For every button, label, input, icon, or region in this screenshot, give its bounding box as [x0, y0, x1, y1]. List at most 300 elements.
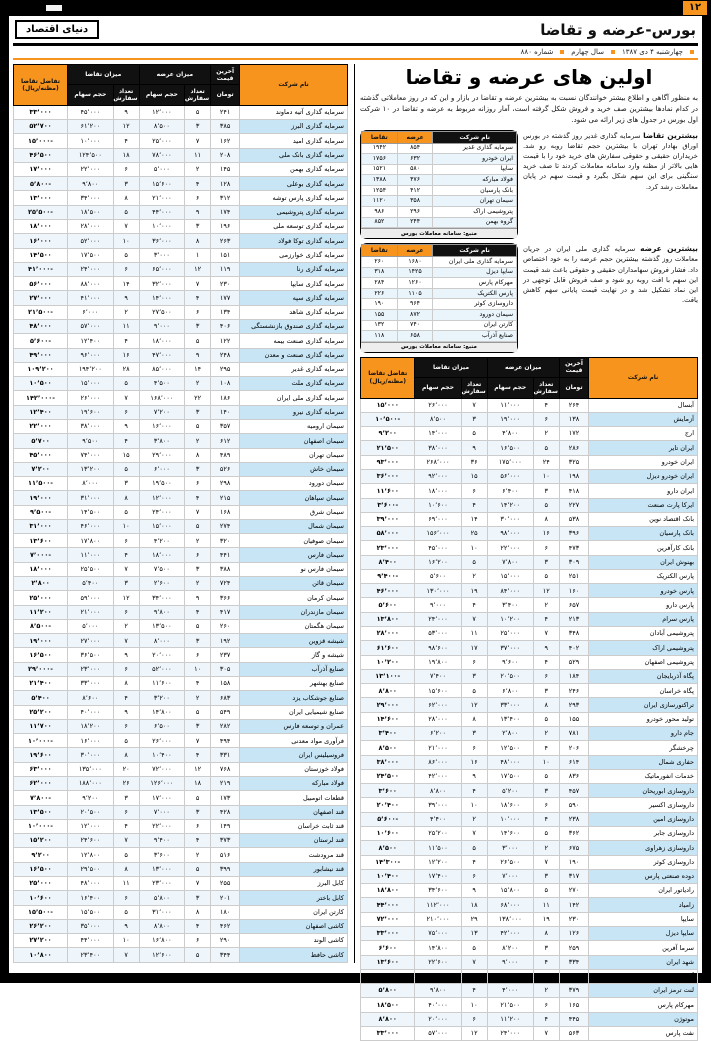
value-cell: ۷٬۰۰۰	[487, 869, 533, 883]
value-cell: ۴	[533, 1012, 559, 1026]
value-cell: ۱۵۵	[362, 310, 398, 321]
value-cell: ۱۰	[533, 755, 559, 769]
value-cell: ۶	[113, 162, 139, 176]
value-cell: ۱۸۰	[211, 905, 240, 919]
value-cell: ۱۸	[461, 898, 487, 912]
value-cell: ۱۳٬۰۰۰	[14, 191, 68, 205]
table-row	[14, 548, 348, 562]
top-demand-block	[360, 130, 698, 240]
value-cell: ۱۱	[185, 148, 211, 162]
value-cell: ۳۱۷	[559, 869, 588, 883]
value-cell: ۲۲	[185, 391, 211, 405]
value-cell: ۱۶٬۰۰۰	[14, 234, 68, 248]
value-cell: ۸۷۲	[397, 310, 433, 321]
value-cell: ۱۳۴	[211, 305, 240, 319]
value-cell: ۳۸۵	[211, 120, 240, 134]
value-cell: ۴۲٬۰۰۰	[487, 926, 533, 940]
company-name-cell: سرمایه گذاری صنعت بیمه	[240, 334, 348, 348]
company-name-cell: کابل البرز	[240, 876, 348, 890]
table-row	[361, 841, 698, 855]
value-cell: ۴۷۶	[397, 175, 433, 186]
value-cell: ۱۰۸	[211, 377, 240, 391]
value-cell: ۱۶٬۰۰۰	[68, 734, 114, 748]
value-cell: ۱۸٬۰۰۰	[14, 562, 68, 576]
value-cell: -۷٬۸۰۰	[14, 791, 68, 805]
value-cell: ۱۳٬۴۰۰	[487, 712, 533, 726]
value-cell: ۱۰	[113, 934, 139, 948]
value-cell: ۱۹٬۰۰۰	[487, 412, 533, 426]
value-cell: ۱۰٬۶۰۰	[415, 498, 461, 512]
value-cell: ۸	[533, 512, 559, 526]
value-cell: ۸٬۵۰۰	[361, 741, 415, 755]
value-cell: -۴۱٬۰۰۰	[14, 262, 68, 276]
table-row	[361, 884, 698, 898]
value-cell: ۲۱۰٬۰۰۰	[415, 912, 461, 926]
value-cell: ۷	[113, 634, 139, 648]
company-name-cell: سیمان ارومیه	[240, 419, 348, 433]
company-name-cell: جام دارو	[589, 727, 698, 741]
value-cell: ۹۸٬۶۰۰	[415, 641, 461, 655]
value-cell: ۶٬۸۰۰	[487, 684, 533, 698]
value-cell: ۹	[113, 291, 139, 305]
value-cell: ۶	[185, 548, 211, 562]
value-cell: ۲۸٬۰۰۰	[415, 712, 461, 726]
value-cell: ۲۳۸	[559, 812, 588, 826]
table-row	[361, 912, 698, 926]
table-row	[362, 267, 517, 278]
table-row	[361, 812, 698, 826]
company-name-cell: سرمایه گذاری خوارزمی	[240, 248, 348, 262]
value-cell: ۹	[461, 441, 487, 455]
value-cell: ۱۹۲	[211, 634, 240, 648]
value-cell: ۳۶٬۰۰۰	[139, 234, 185, 248]
value-cell: ۲	[185, 434, 211, 448]
newspaper-page	[9, 16, 702, 1038]
table-row	[14, 134, 348, 148]
supply-heading: بیشترین عرضه	[640, 244, 698, 254]
value-cell: ۲	[113, 619, 139, 633]
value-cell: ۵٬۶۰۰	[361, 598, 415, 612]
table-row	[14, 776, 348, 790]
value-cell: ۱۷٬۵۰۰	[487, 769, 533, 783]
value-cell: ۱۵٬۰۰۰	[487, 569, 533, 583]
value-cell: ۱۸۶	[211, 391, 240, 405]
value-cell: ۱۴۴٬۰۰۰	[415, 969, 461, 983]
company-name-cell: سرمایه گذاری نیرو	[240, 405, 348, 419]
table-row	[14, 434, 348, 448]
value-cell: ۱۲	[185, 762, 211, 776]
value-cell: ۱۰٬۴۰۰	[361, 869, 415, 883]
value-cell: ۵	[113, 734, 139, 748]
header-toman: تومان	[559, 378, 588, 398]
value-cell: ۱۱۲٬۰۰۰	[415, 898, 461, 912]
table-row	[361, 669, 698, 683]
value-cell: ۴۷۳	[559, 541, 588, 555]
value-cell: ۷	[533, 855, 559, 869]
company-name-cell: ایران دارو	[589, 484, 698, 498]
company-name-cell: شیشه و گاز	[240, 648, 348, 662]
value-cell: ۴۴۱	[211, 548, 240, 562]
value-cell: ۳۱٬۰۰۰	[68, 491, 114, 505]
value-cell: ۱۸٬۵۰۰	[68, 205, 114, 219]
value-cell: ۸	[113, 191, 139, 205]
header-company: نام شرکت	[240, 65, 348, 106]
value-cell: ۸	[185, 234, 211, 248]
table-row	[14, 505, 348, 519]
table-row	[361, 498, 698, 512]
value-cell: ۵	[185, 519, 211, 533]
value-cell: ۵	[185, 334, 211, 348]
value-cell: ۳	[113, 577, 139, 591]
value-cell: ۵٬۰۰۰	[139, 162, 185, 176]
value-cell: ۳۲۵	[559, 455, 588, 469]
value-cell: ۷	[461, 826, 487, 840]
value-cell: ۱۴۲۵	[397, 267, 433, 278]
value-cell: ۷	[113, 220, 139, 234]
table-row	[14, 762, 348, 776]
value-cell: ۲	[185, 377, 211, 391]
value-cell: ۲۴٬۰۰۰	[139, 505, 185, 519]
value-cell: ۶	[185, 477, 211, 491]
value-cell: ۵۲۶	[211, 462, 240, 476]
value-cell: ۱۹۰	[559, 855, 588, 869]
value-cell: ۵	[113, 848, 139, 862]
value-cell: ۲	[461, 569, 487, 583]
table-row	[362, 257, 517, 268]
value-cell: ۱۲۸	[211, 177, 240, 191]
value-cell: ۱۰	[113, 234, 139, 248]
value-cell: ۲۲٬۰۰۰	[487, 541, 533, 555]
value-cell: ۲۲٬۰۰۰	[139, 819, 185, 833]
value-cell: ۱۷	[461, 641, 487, 655]
value-cell: ۱۹٬۶۰۰	[68, 405, 114, 419]
value-cell: ۴۲٬۰۰۰	[415, 769, 461, 783]
value-cell: ۸۰٬۰۰۰	[487, 969, 533, 983]
value-cell: ۱۱٬۰۰۰	[68, 548, 114, 562]
table-row	[14, 334, 348, 348]
header-demand-group: میزان تقاضا	[68, 65, 140, 85]
company-name-cell: سرمایه گذاری ملی ایران	[433, 257, 517, 268]
value-cell: ۶	[461, 741, 487, 755]
company-name-cell: سیمان کرمان	[240, 591, 348, 605]
value-cell: ۶۷۵	[559, 841, 588, 855]
value-cell: ۲	[533, 727, 559, 741]
value-cell: -۷٬۰۰۰	[14, 548, 68, 562]
value-cell: ۱۳۲	[362, 320, 398, 331]
value-cell: ۲۹۶	[397, 207, 433, 218]
value-cell: ۱۵٬۶۰۰	[139, 177, 185, 191]
value-cell: ۱۴٬۰۰۰	[415, 427, 461, 441]
value-cell: ۴۹٬۰۰۰	[14, 348, 68, 362]
value-cell: ۵	[185, 105, 211, 119]
value-cell: ۲۵٬۵۰۰	[68, 562, 114, 576]
value-cell: ۱۶۰	[559, 584, 588, 598]
value-cell: ۵٬۸۰۰	[361, 984, 415, 998]
mini-header-company: نام شرکت	[433, 245, 517, 257]
table-row	[361, 869, 698, 883]
table-row	[14, 691, 348, 705]
value-cell: ۴۶٬۵۰۰	[14, 148, 68, 162]
value-cell: ۶۲٬۰۰۰	[14, 776, 68, 790]
table-row	[14, 705, 348, 719]
table-row	[14, 534, 348, 548]
table-row	[14, 391, 348, 405]
value-cell: ۳۹۶	[559, 527, 588, 541]
value-cell: ۷٬۲۰۰	[139, 405, 185, 419]
company-name-cell: قند نیشابور	[240, 862, 348, 876]
value-cell: ۱۰۹٬۲۰۰	[14, 362, 68, 376]
value-cell: ۱۳٬۵۰۰	[139, 619, 185, 633]
value-cell: ۷۶۸	[211, 762, 240, 776]
value-cell: ۴۶٬۰۰۰	[68, 519, 114, 533]
company-name-cell: سرمایه گذاری توکا فولاد	[240, 234, 348, 248]
value-cell: ۷	[461, 612, 487, 626]
table-row	[361, 769, 698, 783]
table-row	[14, 819, 348, 833]
company-name-cell: سیمان قائن	[240, 577, 348, 591]
value-cell: ۱۲٬۴۰۰	[14, 405, 68, 419]
table-row	[361, 955, 698, 969]
value-cell: ۱۱	[113, 876, 139, 890]
value-cell: ۴۰٬۰۰۰	[415, 998, 461, 1012]
header-last-price: آخرین قیمت	[559, 357, 588, 377]
value-cell: ۲۳٬۰۰۰	[361, 541, 415, 555]
value-cell: ۶	[113, 805, 139, 819]
value-cell: ۳	[185, 220, 211, 234]
value-cell: ۱۰	[461, 998, 487, 1012]
value-cell: ۹٬۲۰۰	[68, 791, 114, 805]
value-cell: ۲۰٬۵۰۰	[487, 669, 533, 683]
company-name-cell: زامیاد	[589, 898, 698, 912]
company-name-cell: قند ثابت خراسان	[240, 819, 348, 833]
value-cell: ۴۵٬۰۰۰	[68, 105, 114, 119]
value-cell: ۶	[533, 412, 559, 426]
value-cell: ۸	[113, 748, 139, 762]
value-cell: ۳۱٬۰۰۰	[14, 519, 68, 533]
value-cell: ۹	[185, 348, 211, 362]
value-cell: ۲۴٬۰۰۰	[487, 1026, 533, 1040]
value-cell: ۳	[185, 462, 211, 476]
table-row	[361, 569, 698, 583]
value-cell: ۶۱۲	[211, 434, 240, 448]
company-name-cell: ایران تایر	[589, 441, 698, 455]
table-row	[14, 477, 348, 491]
company-name-cell: پارس سرام	[589, 612, 698, 626]
table-row	[14, 120, 348, 134]
value-cell: ۱۵۸	[211, 677, 240, 691]
value-cell: ۳	[461, 412, 487, 426]
company-name-cell: سایپا دیزل	[589, 926, 698, 940]
value-cell: ۴	[185, 491, 211, 505]
value-cell: ۹۶۴	[397, 299, 433, 310]
value-cell: ۷	[113, 391, 139, 405]
value-cell: ۳۳۱	[211, 748, 240, 762]
value-cell: -۵٬۶۰۰	[361, 812, 415, 826]
value-cell: ۷	[533, 627, 559, 641]
value-cell: -۱۰٬۰۰۰	[14, 819, 68, 833]
value-cell: ۳	[533, 484, 559, 498]
value-cell: ۲۷٬۰۰۰	[14, 291, 68, 305]
table-row	[361, 427, 698, 441]
value-cell: ۲۴٬۵۰۰	[361, 769, 415, 783]
value-cell: ۴۰۶	[211, 319, 240, 333]
value-cell: ۱۲۶	[559, 926, 588, 940]
left-column	[13, 64, 348, 963]
value-cell: ۱۳۰٬۰۰۰	[415, 584, 461, 598]
table-row	[362, 217, 517, 228]
value-cell: ۲	[533, 984, 559, 998]
value-cell: ۲۰٬۴۰۰	[361, 798, 415, 812]
value-cell: ۱۷۲	[559, 427, 588, 441]
value-cell: ۱۷٬۸۰۰	[68, 534, 114, 548]
value-cell: ۴	[533, 612, 559, 626]
value-cell: ۲۸۶	[559, 441, 588, 455]
value-cell: ۱۶٬۵۰۰	[14, 862, 68, 876]
value-cell: ۱۸٬۰۰۰	[139, 548, 185, 562]
company-name-cell: کابل باختر	[240, 891, 348, 905]
value-cell: ۱۵	[461, 469, 487, 483]
header-last-price: آخرین قیمت	[211, 65, 240, 85]
table-row	[14, 848, 348, 862]
company-name-cell: داروسازی جابر	[589, 826, 698, 840]
value-cell: ۱۴	[461, 512, 487, 526]
company-name-cell: پارس دارو	[589, 598, 698, 612]
value-cell: ۸	[533, 698, 559, 712]
value-cell: ۵	[533, 884, 559, 898]
value-cell: ۶	[461, 869, 487, 883]
value-cell: ۶٬۴۰۰	[487, 484, 533, 498]
table-row	[361, 598, 698, 612]
company-name-cell: سایپا دیزل	[433, 267, 517, 278]
value-cell: ۱۲٬۰۰۰	[139, 105, 185, 119]
company-name-cell: بهنوش ایران	[589, 555, 698, 569]
company-name-cell: پارس الکتریک	[589, 569, 698, 583]
value-cell: ۱۶	[113, 348, 139, 362]
value-cell: ۱۱٬۶۰۰	[139, 677, 185, 691]
value-cell: ۵۸۰	[397, 164, 433, 175]
value-cell: ۱۹٬۶۰۰	[14, 748, 68, 762]
value-cell: ۴۰۲	[559, 641, 588, 655]
value-cell: -۱۴۲٬۰۰۰	[14, 391, 68, 405]
value-cell: ۹	[113, 919, 139, 933]
value-cell: ۱۹۸	[559, 469, 588, 483]
company-name-cell: سرمایه گذاری بهمن	[240, 162, 348, 176]
table-row	[14, 562, 348, 576]
table-row	[14, 177, 348, 191]
value-cell: ۳	[113, 791, 139, 805]
value-cell: ۳	[533, 684, 559, 698]
table-row	[14, 419, 348, 433]
value-cell: ۳	[113, 477, 139, 491]
mini-header-demand: تقاضا	[362, 131, 398, 143]
value-cell: ۹۸٬۰۰۰	[487, 527, 533, 541]
value-cell: -۱۵٬۰۰۰	[14, 134, 68, 148]
company-name-cell: قند لرستان	[240, 834, 348, 848]
company-name-cell: ایران خودرو	[433, 154, 517, 165]
company-name-cell: سیمان صوفیان	[240, 534, 348, 548]
value-cell: ۱۰	[113, 519, 139, 533]
value-cell: ۵	[533, 712, 559, 726]
company-name-cell: بانک پارسیان	[589, 527, 698, 541]
company-name-cell: بانک کارآفرین	[589, 541, 698, 555]
table-row	[361, 512, 698, 526]
table-row	[14, 891, 348, 905]
value-cell: ۹٬۰۰۰	[487, 955, 533, 969]
value-cell: ۱۵۲۱	[362, 164, 398, 175]
value-cell: ۶۱۴	[559, 755, 588, 769]
value-cell: ۶٬۰۰۰	[139, 462, 185, 476]
value-cell: ۵۴۹	[211, 705, 240, 719]
header-orders: تعداد سفارش	[461, 378, 487, 398]
value-cell: ۱۹۰	[362, 299, 398, 310]
value-cell: ۲۰٬۵۰۰	[68, 805, 114, 819]
value-cell: ۴	[533, 955, 559, 969]
value-cell: ۴٬۵۰۰	[139, 377, 185, 391]
value-cell: ۱۹۶	[211, 220, 240, 234]
table-row	[361, 969, 698, 983]
value-cell: ۱۰	[461, 798, 487, 812]
value-cell: ۶	[113, 534, 139, 548]
value-cell: ۲۱٬۵۰۰	[361, 441, 415, 455]
header-company: نام شرکت	[589, 357, 698, 398]
company-name-cell: تراکتورسازی ایران	[589, 698, 698, 712]
table-row	[14, 919, 348, 933]
value-cell: ۳	[461, 727, 487, 741]
table-row	[361, 627, 698, 641]
value-cell: ۳۲٬۰۰۰	[139, 277, 185, 291]
company-name-cell: فولاد مبارکه	[433, 175, 517, 186]
table-row	[361, 527, 698, 541]
value-cell: ۱۰٬۴۰۰	[139, 748, 185, 762]
value-cell: ۲	[533, 841, 559, 855]
header-supply-group: میزان عرضه	[487, 357, 559, 377]
value-cell: -۹٬۵۰۰	[14, 505, 68, 519]
value-cell: ۷	[113, 948, 139, 962]
table-row	[14, 519, 348, 533]
company-name-cell: قطعات اتومبیل	[240, 791, 348, 805]
table-row	[14, 105, 348, 119]
value-cell: ۴۸٬۰۰۰	[68, 876, 114, 890]
value-cell: ۱۱٬۲۰۰	[14, 605, 68, 619]
value-cell: ۹	[461, 769, 487, 783]
value-cell: ۵٬۸۰۰	[139, 891, 185, 905]
company-name-cell: آزمایش	[589, 412, 698, 426]
value-cell: ۶	[113, 605, 139, 619]
value-cell: ۵	[113, 205, 139, 219]
table-row	[14, 662, 348, 676]
company-name-cell: سیمان دورود	[240, 477, 348, 491]
value-cell: ۶	[185, 648, 211, 662]
value-cell: ۲۰۱	[211, 891, 240, 905]
value-cell: ۶	[113, 891, 139, 905]
value-cell: ۱۲٬۲۰۰	[415, 855, 461, 869]
value-cell: ۱۵٬۲۰۰	[14, 834, 68, 848]
value-cell: ۴۵٬۰۰۰	[415, 541, 461, 555]
value-cell: ۹۸۶	[362, 207, 398, 218]
value-cell: ۴۴٬۰۰۰	[68, 934, 114, 948]
value-cell: ۸٬۸۰۰	[361, 684, 415, 698]
value-cell: ۴۴٬۰۰۰	[361, 898, 415, 912]
value-cell: ۱۵۶٬۰۰۰	[415, 527, 461, 541]
value-cell: ۱۰٬۲۰۰	[487, 612, 533, 626]
value-cell: ۱۵۵	[559, 712, 588, 726]
header-demand-group: میزان تقاضا	[415, 357, 487, 377]
value-cell: ۳٬۶۰۰	[139, 848, 185, 862]
company-name-cell: پارس خودرو	[589, 584, 698, 598]
company-name-cell: سیمان فارس	[240, 548, 348, 562]
value-cell: -۲۵٬۵۰۰	[14, 205, 68, 219]
value-cell: ۴۱۸	[559, 484, 588, 498]
